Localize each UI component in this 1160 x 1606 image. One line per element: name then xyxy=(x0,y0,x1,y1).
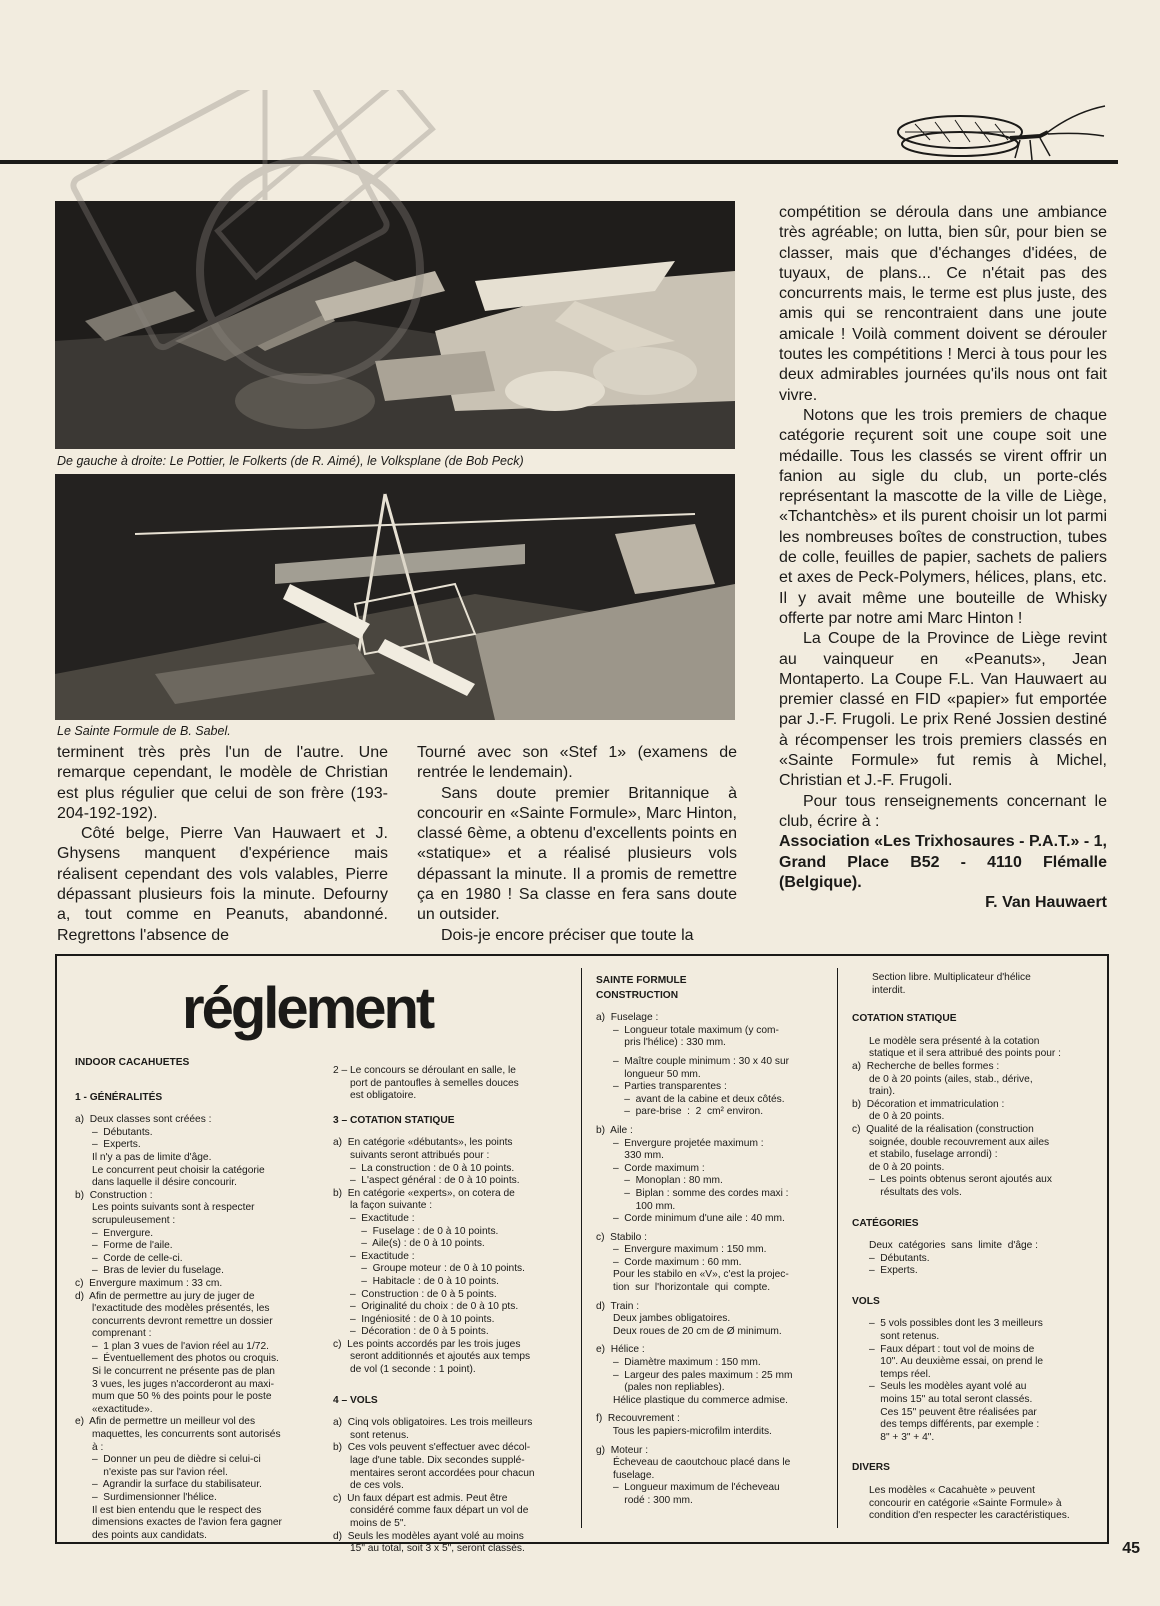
reglement-line: c) Qualité de la réalisation (construction xyxy=(852,1123,1034,1135)
reglement-line: Si le concurrent ne présente pas de plan xyxy=(75,1366,275,1378)
reglement-line: et stabilo, fuselage arrondi) : xyxy=(852,1149,998,1161)
reglement-line: a) Deux classes sont créées : xyxy=(75,1114,212,1126)
reglement-line: – Éventuellement des photos ou croquis. xyxy=(75,1353,279,1365)
article-column-3 xyxy=(779,203,1107,913)
reglement-line: de 0 à 20 points. xyxy=(852,1111,945,1123)
reglement-line: – Originalité du choix : de 0 à 10 pts. xyxy=(333,1301,519,1313)
reglement-line: – 1 plan 3 vues de l'avion réel au 1/72. xyxy=(75,1340,269,1352)
reglement-line: Les modèles « Cacahuète » peuvent xyxy=(852,1485,1035,1496)
reglement-subheading: 4 – VOLS xyxy=(333,1394,378,1406)
reglement-lines xyxy=(596,1012,831,1507)
reglement-lines xyxy=(852,1240,1097,1278)
article-paragraph: compétition se déroula dans une ambiance très agréable; on lutta, bien sûr, pour bien se classer, mais que d'échanges d'idées, de tuyaux, de plans... Ce n'était pas des concurrents mais, le terme est plus juste, des amis qui se rencontraient dans une joute amicale ! Voilà comment doivent se dérouler toutes les compétitions ! Merci à tous pour les deux admirables journées qu'ils nous ont fait vivre. xyxy=(779,204,1107,404)
article-paragraph: Pour tous renseignements concernant le club, écrire à : xyxy=(779,792,1107,830)
reglement-line: d) Train : xyxy=(596,1300,640,1312)
reglement-line: résultats des vols. xyxy=(852,1186,962,1198)
reglement-line: Deux jambes obligatoires. xyxy=(596,1313,731,1325)
article-paragraph: Dois-je encore préciser que toute la xyxy=(441,926,694,944)
reglement-line: – Maître couple minimum : 30 x 40 sur xyxy=(596,1055,790,1067)
reglement-line: des temps différents, par exemple : xyxy=(852,1419,1040,1431)
reglement-line: scrupuleusement : xyxy=(75,1214,176,1226)
reglement-line: longueur 50 mm. xyxy=(596,1068,701,1080)
watermark-stamp-icon xyxy=(60,90,520,470)
reglement-line: rodé : 300 mm. xyxy=(596,1494,693,1506)
reglement-line: pris l'hélice) : 330 mm. xyxy=(596,1037,726,1049)
article-paragraph: Sans doute premier Britannique à concourir en «Sainte Formule», Marc Hinton, classé 6ème, a obtenu d'excellents points en «statique» et a réalisé plusieurs vols dépassant la minute. Il a promis de remettre ça en 1980 ! Sa classe en fera sans doute un outsider. xyxy=(417,784,737,924)
reglement-line: Il n'y a pas de limite d'âge. xyxy=(75,1151,212,1163)
reglement-line: comprenant : xyxy=(75,1328,152,1340)
reglement-line: temps réel. xyxy=(852,1368,931,1380)
reglement-line: – Largeur des pales maximum : 25 mm xyxy=(596,1369,793,1381)
reglement-lines xyxy=(333,1417,573,1556)
reglement-line: – Experts. xyxy=(75,1139,141,1151)
reglement-line: Tous les papiers-microfilm interdits. xyxy=(596,1426,772,1437)
reglement-line: 8" + 3" + 4". xyxy=(852,1431,935,1443)
reglement-line: 15" au total, soit 3 x 5", seront classés. xyxy=(333,1543,525,1555)
reglement-line: Hélice plastique du commerce admise. xyxy=(596,1394,788,1406)
reglement-line: f) Recouvrement : xyxy=(596,1413,680,1425)
reglement-line: considéré comme faux départ un vol de xyxy=(333,1505,529,1517)
reglement-line: seront additionnés et ajoutés aux temps xyxy=(333,1351,531,1363)
reglement-line: Le concurrent peut choisir la catégorie xyxy=(75,1164,265,1176)
reglement-line: mum que 50 % des points pour le poste xyxy=(75,1391,272,1403)
reglement-line: dans laquelle il désire concourir. xyxy=(75,1177,237,1189)
reglement-line: – Seuls les modèles ayant volé au xyxy=(852,1381,1027,1393)
reglement-line: Écheveau de caoutchouc placé dans le xyxy=(596,1457,791,1469)
reglement-line: – Longueur totale maximum (y com- xyxy=(596,1024,779,1036)
reglement-line: Le modèle sera présenté à la cotation xyxy=(852,1035,1040,1047)
reglement-line: port de pantoufles à semelles douces xyxy=(333,1077,519,1089)
author-signature: F. Van Hauwaert xyxy=(985,894,1107,912)
reglement-line: tion sur l'horizontale qui compte. xyxy=(596,1282,771,1294)
reglement-line: c) Un faux départ est admis. Peut être xyxy=(333,1492,508,1504)
reglement-line: de 0 à 20 points (ailes, stab., dérive, xyxy=(852,1073,1033,1085)
reglement-lines xyxy=(75,1114,320,1542)
reglement-line: – Corde maximum : xyxy=(596,1162,705,1174)
page-number: 45 xyxy=(1122,1540,1140,1557)
reglement-line: – pare-brise : 2 cm² environ. xyxy=(596,1106,764,1118)
reglement-column-1 xyxy=(75,1057,320,1542)
reglement-line: de vol (1 seconde : 1 point). xyxy=(333,1364,476,1376)
reglement-heading: CONSTRUCTION xyxy=(596,989,679,1001)
lacewing-insect-icon xyxy=(890,92,1110,172)
reglement-lines xyxy=(333,1137,573,1376)
reglement-line: – Débutants. xyxy=(75,1126,153,1138)
reglement-line: – Envergure maximum : 150 mm. xyxy=(596,1244,767,1256)
reglement-line: la façon suivante : xyxy=(333,1200,433,1212)
reglement-subheading: CATÉGORIES xyxy=(852,1217,919,1229)
reglement-subheading: 3 – COTATION STATIQUE xyxy=(333,1114,455,1126)
reglement-line: – Surdimensionner l'hélice. xyxy=(75,1492,217,1503)
reglement-line: – Donner un peu de dièdre si celui-ci xyxy=(75,1454,261,1466)
reglement-line: – Agrandir la surface du stabilisateur. xyxy=(75,1479,262,1491)
reglement-line: n'existe pas sur l'avion réel. xyxy=(75,1466,228,1478)
reglement-line: – Les points obtenus seront ajoutés aux xyxy=(852,1174,1052,1186)
reglement-line: train). xyxy=(852,1086,896,1098)
reglement-line: – Fuselage : de 0 à 10 points. xyxy=(333,1225,499,1237)
reglement-line: – Longueur maximum de l'écheveau xyxy=(596,1482,780,1494)
reglement-line: c) Les points accordés par les trois juges xyxy=(333,1338,521,1350)
reglement-line: 3 vues, les juges n'accorderont au maxi- xyxy=(75,1378,274,1390)
reglement-line: c) Envergure maximum : 33 cm. xyxy=(75,1277,223,1289)
reglement-line: – 5 vols possibles dont les 3 meilleurs xyxy=(852,1318,1043,1330)
reglement-line: – Monoplan : 80 mm. xyxy=(596,1175,723,1187)
reglement-line: l'exactitude des modèles présentés, les xyxy=(75,1303,270,1315)
reglement-line: lage d'une table. Dix secondes supplé- xyxy=(333,1455,525,1467)
reglement-line: moins de 5". xyxy=(333,1518,407,1529)
reglement-line: Pour les stabilo en «V», c'est la projec- xyxy=(596,1269,789,1281)
reglement-line: mentaires seront accordées pour chacun xyxy=(333,1467,535,1479)
reglement-line: – Débutants. xyxy=(852,1252,930,1264)
reglement-line: statique et il sera attribué des points pour : xyxy=(852,1048,1061,1060)
reglement-line: a) Fuselage : xyxy=(596,1012,659,1024)
reglement-line: – Exactitude : xyxy=(333,1250,415,1262)
club-address: Association «Les Trixhosaures - P.A.T.» - 1, Grand Place B52 - 4110 Flémalle (Belgique). xyxy=(779,833,1107,891)
reglement-lines xyxy=(852,972,1097,997)
reglement-line: de 0 à 20 points. xyxy=(852,1161,945,1173)
reglement-line: a) En catégorie «débutants», les points xyxy=(333,1137,513,1149)
reglement-line: – Ingéniosité : de 0 à 10 points. xyxy=(333,1313,495,1325)
reglement-lines xyxy=(333,1065,573,1103)
reglement-line: – Experts. xyxy=(852,1265,918,1277)
reglement-line: concourir en catégorie «Sainte Formule» à xyxy=(852,1497,1062,1509)
reglement-line: Deux catégories sans limite d'âge : xyxy=(852,1240,1038,1252)
reglement-line: – Corde de celle-ci. xyxy=(75,1252,183,1264)
reglement-line: – Bras de levier du fuselage. xyxy=(75,1265,224,1277)
reglement-line: – Diamètre maximum : 150 mm. xyxy=(596,1357,761,1369)
reglement-line: Les points suivants sont à respecter xyxy=(75,1202,255,1214)
reglement-subheading: DIVERS xyxy=(852,1462,890,1474)
reglement-heading: INDOOR CACAHUETES xyxy=(75,1057,190,1068)
reglement-column-2 xyxy=(333,1065,573,1556)
caption-photo1: De gauche à droite: Le Pottier, le Folkerts (de R. Aimé), le Volksplane (de Bob Peck) xyxy=(57,454,524,468)
reglement-line: e) Afin de permettre un meilleur vol des xyxy=(75,1416,256,1428)
reglement-line: – Exactitude : xyxy=(333,1212,415,1224)
reglement-line: fuselage. xyxy=(596,1469,655,1481)
reglement-line: – Faux départ : tout vol de moins de xyxy=(852,1343,1035,1355)
reglement-line: c) Stabilo : xyxy=(596,1231,647,1243)
reglement-line: – La construction : de 0 à 10 points. xyxy=(333,1162,515,1174)
reglement-line: – L'aspect général : de 0 à 10 points. xyxy=(333,1175,520,1187)
reglement-title: réglement xyxy=(182,976,433,1041)
reglement-line: soignée, double recouvrement aux ailes xyxy=(852,1136,1050,1148)
reglement-line: maquettes, les concurrents sont autorisés xyxy=(75,1429,281,1441)
reglement-lines xyxy=(852,1485,1097,1523)
reglement-line: Il est bien entendu que le respect des xyxy=(75,1504,262,1516)
reglement-line: – Corde maximum : 60 mm. xyxy=(596,1256,742,1268)
reglement-line: est obligatoire. xyxy=(333,1090,417,1102)
reglement-heading: SAINTE FORMULE xyxy=(596,975,687,986)
article-paragraph: La Coupe de la Province de Liège revint au vainqueur en «Peanuts», Jean Montaperto. La Coupe F.L. Van Hauwaert au premier classé en FID «papier» fut emportée par J.-F. Frugoli. Le prix René Jossien destiné à récompenser les trois premiers classés en «Sainte Formule» fut remis à Michel, Christian et J.-F. Frugoli. xyxy=(779,630,1107,790)
reglement-line: 100 mm. xyxy=(596,1200,676,1212)
reglement-line: suivants seront attribués pour : xyxy=(333,1149,490,1161)
reglement-line: 330 mm. xyxy=(596,1150,664,1162)
reglement-line: dimensions exactes de l'avion fera gagner xyxy=(75,1517,282,1529)
reglement-line: (pales non repliables). xyxy=(596,1382,725,1394)
reglement-subheading: 1 - GÉNÉRALITÉS xyxy=(75,1091,163,1103)
reglement-line: – Envergure. xyxy=(75,1227,154,1239)
reglement-line: g) Moteur : xyxy=(596,1444,649,1456)
photo-sainte-formule-model xyxy=(55,474,735,720)
reglement-column-3 xyxy=(596,975,831,1508)
reglement-line: concurrents devront remettre un dossier xyxy=(75,1315,273,1327)
reglement-column-4 xyxy=(852,972,1097,1523)
article-paragraph: Notons que les trois premiers de chaque catégorie reçurent soit une coupe soit une médaille. Tous les classés se virent offrir un fanion au sigle du club, un porte-clés représentant la mascotte de la ville de Liège, «Tchantchès» et ils purent choisir un lot parmi les nombreuses boîtes de construction, tubes de colle, feuilles de papier, sachets de paliers et axes de Peck-Polymers, hélices, plans, etc. Il y avait même une bouteille de Whisky offerte par notre ami Marc Hinton ! xyxy=(779,406,1107,627)
reglement-line: – Envergure projetée maximum : xyxy=(596,1137,764,1149)
reglement-line: 2 – Le concours se déroulant en salle, le xyxy=(333,1065,516,1076)
reglement-line: des points aux candidats. xyxy=(75,1529,207,1541)
reglement-line: sont retenus. xyxy=(852,1331,940,1343)
reglement-line: – Construction : de 0 à 5 points. xyxy=(333,1288,497,1300)
reglement-line: – Forme de l'aile. xyxy=(75,1240,173,1252)
reglement-line: – Groupe moteur : de 0 à 10 points. xyxy=(333,1263,525,1275)
reglement-line: – Habitacle : de 0 à 10 points. xyxy=(333,1275,499,1287)
reglement-line: de ces vols. xyxy=(333,1480,404,1492)
reglement-line: Deux roues de 20 cm de Ø minimum. xyxy=(596,1325,782,1337)
reglement-line: a) Cinq vols obligatoires. Les trois meilleurs xyxy=(333,1417,533,1429)
reglement-line: – Aile(s) : de 0 à 10 points. xyxy=(333,1238,485,1250)
reglement-line: d) Seuls les modèles ayant volé au moins xyxy=(333,1530,524,1542)
reglement-line: e) Hélice : xyxy=(596,1344,645,1356)
reglement-line: moins 15" au total seront classés. xyxy=(852,1394,1033,1406)
reglement-lines xyxy=(852,1318,1097,1444)
reglement-line: – Corde minimum d'une aile : 40 mm. xyxy=(596,1213,785,1225)
reglement-line: d) Afin de permettre au jury de juger de xyxy=(75,1290,255,1302)
reglement-line: sont retenus. xyxy=(333,1429,409,1441)
reglement-line: à : xyxy=(75,1441,104,1453)
reglement-lines xyxy=(852,1036,1097,1200)
reglement-line: b) En catégorie «experts», on cotera de xyxy=(333,1187,515,1199)
reglement-line: – Biplan : somme des cordes maxi : xyxy=(596,1187,789,1199)
reglement-line: b) Décoration et immatriculation : xyxy=(852,1098,1005,1110)
reglement-line: b) Ces vols peuvent s'effectuer avec décol- xyxy=(333,1442,531,1454)
article-column-1 xyxy=(57,743,388,946)
reglement-line: – Décoration : de 0 à 5 points. xyxy=(333,1326,489,1338)
reglement-line: interdit. xyxy=(872,984,906,996)
reglement-line: b) Construction : xyxy=(75,1189,153,1201)
reglement-line: – avant de la cabine et deux côtés. xyxy=(596,1093,785,1105)
reglement-line: «exactitude». xyxy=(75,1403,153,1415)
reglement-line: a) Recherche de belles formes : xyxy=(852,1060,1000,1072)
reglement-line: Section libre. Multiplicateur d'hélice xyxy=(872,972,1031,983)
reglement-line: condition d'en respecter les caractéristiques. xyxy=(852,1510,1070,1522)
reglement-subheading: COTATION STATIQUE xyxy=(852,1013,957,1025)
column-divider xyxy=(581,968,582,1528)
reglement-subheading: VOLS xyxy=(852,1295,880,1307)
reglement-line: b) Aile : xyxy=(596,1124,633,1136)
reglement-line: – Parties transparentes : xyxy=(596,1081,727,1093)
column-divider xyxy=(837,968,838,1528)
article-paragraph: Tourné avec son «Stef 1» (examens de rentrée le lendemain). xyxy=(417,744,737,782)
article-paragraph: Côté belge, Pierre Van Hauwaert et J. Ghysens manquent d'expérience mais réalisent cependant des vols valables, Pierre dépassant plusieurs fois la minute. Defourny a, tout comme en Peanuts, abandonné. Regrettons l'absence de xyxy=(57,825,388,944)
article-paragraph: terminent très près l'un de l'autre. Une remarque cependant, le modèle de Christian est plus régulier que celui de son frère (193-204-192-192). xyxy=(57,744,388,822)
article-column-2 xyxy=(417,743,737,946)
reglement-line: 10". Au deuxième essai, on prend le xyxy=(852,1356,1044,1368)
reglement-line: Ces 15" peuvent être réalisées par xyxy=(852,1406,1037,1418)
caption-photo2: Le Sainte Formule de B. Sabel. xyxy=(57,724,231,738)
